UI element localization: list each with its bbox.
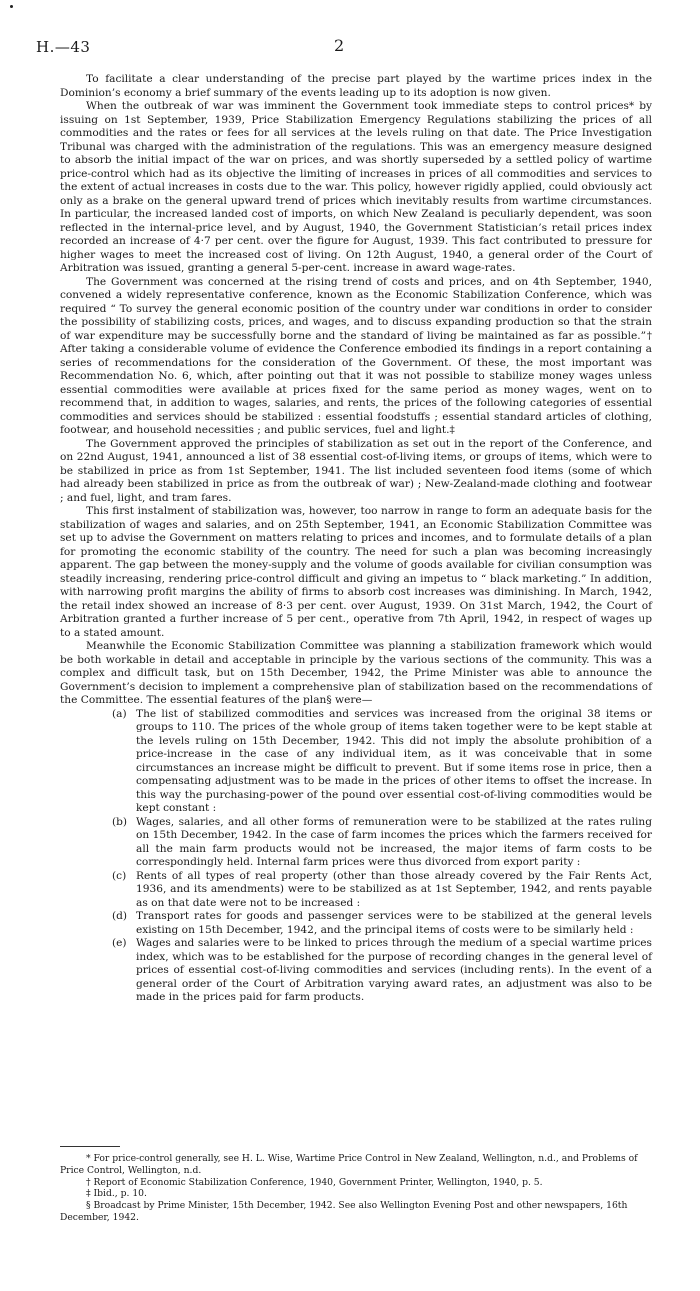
footnotes xyxy=(60,1146,652,1224)
scan-speck xyxy=(10,5,13,8)
paragraph: The Government approved the principles of stabilization as set out in the report of the Conference, and on 22nd August, 1941, announced a list of 38 essential cost-of-living items, or groups of items, which were to be stabilized in price as from 1st September, 1941. The list included seventeen food items (some of which had already been stabilized in price as from the outbreak of war) ; New-Zealand-made clothing and footwear ; and fuel, light, and tram fares. xyxy=(60,437,652,504)
footnote: § Broadcast by Prime Minister, 15th December, 1942. See also Wellington Evening Post and other newspapers, 16th December, 1942. xyxy=(60,1200,628,1223)
paragraph: When the outbreak of war was imminent the Government took immediate steps to control prices* by issuing on 1st September, 1939, Price Stabilization Emergency Regulations stabilizing the prices of all commodities and the rates or fees for all services at the levels ruling on that date. The Price Investigation Tribunal was charged with the administration of the regulations. This was an emergency measure designed to absorb the initial impact of the war on prices, and was shortly superseded by a settled policy of wartime price-control which had as its objective the limiting of increases in prices of all commodities and services to the extent of actual increases in costs due to the war. This policy, however rigidly applied, could obviously act only as a brake on the general upward trend of prices which inevitably results from wartime circumstances. In particular, the increased landed cost of imports, on which New Zealand is peculiarly dependent, was soon reflected in the internal-price level, and by August, 1940, the Government Statistician’s retail prices index recorded an increase of 4·7 per cent. over the figure for August, 1939. This fact contributed to pressure for higher wages to meet the increased cost of living. On 12th August, 1940, a general order of the Court of Arbitration was issued, granting a general 5-per-cent. increase in award wage-rates. xyxy=(60,100,652,274)
footnote-divider xyxy=(60,1146,120,1147)
plan-item-text: Rents of all types of real property (other than those already covered by the Fair Rents Act, 1936, and its amendments) were to be stabilized as at 1st September, 1942, and rents payable as on that date were not to be increased : xyxy=(136,869,652,909)
plan-item-e xyxy=(112,937,652,1005)
paragraph: The Government was concerned at the rising trend of costs and prices, and on 4th September, 1940, convened a widely representative conference, known as the Economic Stabilization Conference, which was required “ To survey the general economic position of the country under war conditions in order to consider the possibility of stabilizing costs, prices, and wages, and to discuss expanding production so that the strain of war expenditure may be successfully borne and the standard of living be maintained as far as possible.”† After taking a considerable volume of evidence the Conference embodied its findings in a report containing a series of recommendations for the consideration of the Government. Of these, the most important was Recommendation No. 6, which, after pointing out that it was not possible to stabilize money wages unless essential commodities were available at prices fixed for the same period as money wages, went on to recommend that, in addition to wages, salaries, and rents, the prices of the following categories of essential commodities and services should be stabilized : essential foodstuffs ; essential standard articles of clothing, footwear, and household necessities ; and public services, fuel and light.‡ xyxy=(60,275,652,436)
plan-item-text: Transport rates for goods and passenger services were to be stabilized at the general levels existing on 15th December, 1942, and the principal items of costs were to be similarly held : xyxy=(136,910,652,936)
plan-item-b xyxy=(112,816,652,870)
document-reference: H.—43 xyxy=(36,38,91,56)
paragraph: This first instalment of stabilization was, however, too narrow in range to form an adequate basis for the stabilization of wages and salaries, and on 25th September, 1941, an Economic Stabilization Committee was set up to advise the Government on matters relating to prices and incomes, and to formulate details of a plan for promoting the economic stability of the country. The need for such a plan was becoming increasingly apparent. The gap between the money-supply and the volume of goods available for civilian consumption was steadily increasing, rendering price-control difficult and giving an impetus to “ black marketing.” In addition, with narrowing profit margins the ability of firms to absorb cost increases was diminishing. In March, 1942, the retail index showed an increase of 8·3 per cent. over August, 1939. On 31st March, 1942, the Court of Arbitration granted a further increase of 5 per cent., operative from 7th April, 1942, in respect of wages up to a stated amount. xyxy=(60,505,652,639)
plan-item-text: Wages and salaries were to be linked to prices through the medium of a special wartime prices index, which was to be established for the purpose of recording changes in the general level of prices of essential cost-of-living commodities and services (including rents). In the event of a general order of the Court of Arbitration varying award rates, an adjustment was also to be made in the prices paid for farm products. xyxy=(136,937,652,1003)
paragraph: Meanwhile the Economic Stabilization Committee was planning a stabilization framework which would be both workable in detail and acceptable in principle by the various sections of the community. This was a complex and difficult task, but on 15th December, 1942, the Prime Minister was able to announce the Government’s decision to implement a comprehensive plan of stabilization based on the recommendations of the Committee. The essential features of the plan§ were— xyxy=(60,640,652,706)
paragraph: To facilitate a clear understanding of the precise part played by the wartime prices index in the Dominion’s economy a brief summary of the events leading up to its adoption is now given. xyxy=(60,73,652,99)
page-number: 2 xyxy=(334,36,345,55)
plan-item-d xyxy=(112,910,652,937)
plan-item-text: The list of stabilized commodities and services was increased from the original 38 items or groups to 110. The prices of the whole group of items taken together were to be kept stable at the levels ruling on 15th December, 1942. This did not imply the absolute prohibition of a price-increase in the case of any individual item, as it was conceivable that in some circumstances an increase might be difficult to prevent. But if some items rose in price, then a compensating adjustment was to be made in the prices of other items to offset the increase. In this way the purchasing-power of the pound over essential cost-of-living commodities would be kept constant : xyxy=(136,707,652,814)
footnote: * For price-control generally, see H. L. Wise, Wartime Price Control in New Zealand, Wellington, n.d., and Problems of Price Control, Wellington, n.d. xyxy=(60,1153,638,1176)
plan-item-text: Wages, salaries, and all other forms of remuneration were to be stabilized at the rates ruling on 15th December, 1942. In the case of farm incomes the prices which the farmers received for all the main farm products would not be increased, the major items of farm costs to be correspondingly held. Internal farm prices were thus divorced from export parity : xyxy=(136,815,652,868)
plan-item-label: (d) xyxy=(112,910,128,922)
plan-item-label: (c) xyxy=(112,869,127,882)
plan-item-label: (b) xyxy=(112,815,128,828)
footnote: ‡ Ibid., p. 10. xyxy=(86,1188,147,1200)
footnote: † Report of Economic Stabilization Conference, 1940, Government Printer, Wellington, 1940, p. 5. xyxy=(86,1176,543,1188)
plan-item-label: (e) xyxy=(112,937,127,949)
plan-item-c xyxy=(112,870,652,911)
body-text xyxy=(60,73,652,1005)
plan-item-a xyxy=(112,708,652,816)
plan-item-label: (a) xyxy=(112,707,127,720)
